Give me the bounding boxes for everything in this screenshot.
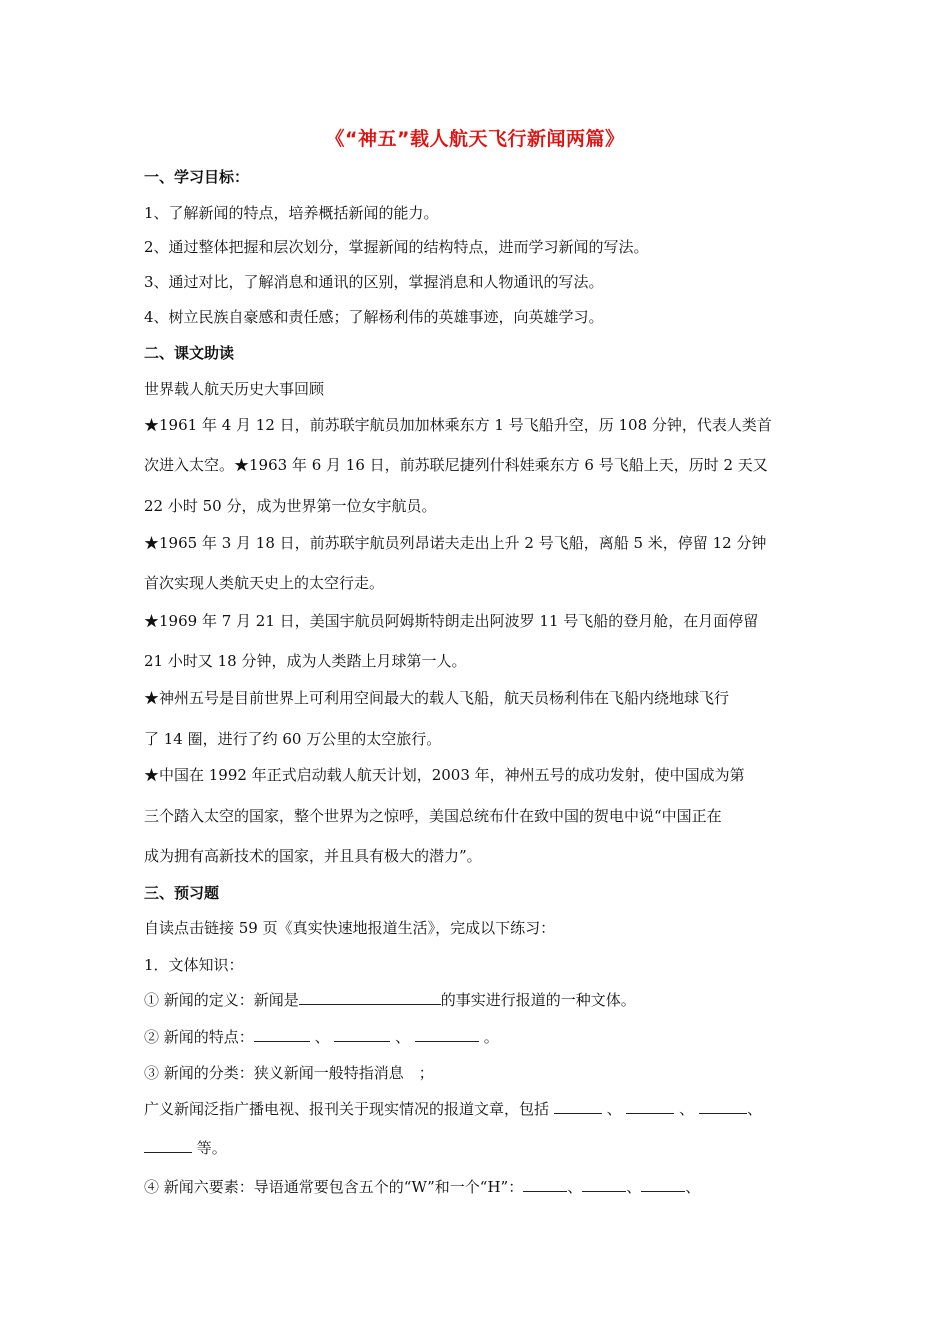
definition-row: [144, 990, 636, 1010]
goal-item: 3、通过对比，了解消息和通讯的区别，掌握消息和人物通讯的写法。: [144, 273, 604, 291]
history-line: 次进入太空。★1963 年 6 月 16 日，前苏联尼捷列什科娃乘东方 6 号飞船上天，历时 2 天又: [144, 456, 768, 474]
broad-news-row: [144, 1099, 762, 1119]
features-label: ② 新闻的特点：: [144, 1028, 254, 1046]
separator: 、: [606, 1100, 622, 1118]
history-line: ★1961 年 4 月 12 日，前苏联宇航员加加林乘东方 1 号飞船升空，历 108 分钟，代表人类首: [144, 416, 772, 434]
section-heading-preview: 三、预习题: [144, 884, 220, 902]
history-line: 了 14 圈，进行了约 60 万公里的太空旅行。: [144, 730, 442, 748]
broad-news-cont-row: [144, 1138, 227, 1158]
separator: 、: [679, 1100, 695, 1118]
definition-tail: 的事实进行报道的一种文体。: [440, 991, 636, 1009]
six-elements-row: [144, 1177, 700, 1197]
history-line: ★1969 年 7 月 21 日，美国宇航员阿姆斯特朗走出阿波罗 11 号飞船的登月舱，在月面停留: [144, 612, 759, 630]
history-line: ★1965 年 3 月 18 日，前苏联宇航员列昂诺夫走出上升 2 号飞船，离船 5 米，停留 12 分钟: [144, 534, 767, 552]
preview-intro: 自读点击链接 59 页《真实快速地报道生活》，完成以下练习：: [144, 919, 556, 937]
reading-subheading: 世界载人航天历史大事回顾: [144, 380, 325, 398]
separator: 、: [626, 1178, 642, 1196]
blank-field[interactable]: [415, 1027, 479, 1042]
history-line: 首次实现人类航天史上的太空行走。: [144, 574, 385, 592]
history-line: 三个踏入太空的国家，整个世界为之惊呼，美国总统布什在致中国的贺电中说“中国正在: [144, 807, 722, 825]
classification-row: ③ 新闻的分类：狭义新闻一般特指消息 ；: [144, 1064, 434, 1082]
separator: 、: [685, 1178, 701, 1196]
section-heading-goals: 一、学习目标：: [144, 168, 250, 186]
history-line: ★中国在 1992 年正式启动载人航天计划，2003 年，神州五号的成功发射，使中国成为第: [144, 766, 745, 784]
etc-label: 等。: [196, 1139, 227, 1157]
blank-field[interactable]: [299, 990, 441, 1005]
goal-item: 1、了解新闻的特点，培养概括新闻的能力。: [144, 204, 439, 222]
separator: 、: [746, 1100, 762, 1118]
question-1: 1．文体知识：: [144, 956, 244, 974]
blank-field[interactable]: [144, 1138, 192, 1153]
goal-item: 4、树立民族自豪感和责任感；了解杨利伟的英雄事迹，向英雄学习。: [144, 308, 604, 326]
document-title: 《“神五”载人航天飞行新闻两篇》: [325, 128, 625, 150]
blank-field[interactable]: [334, 1027, 390, 1042]
history-line: 21 小时又 18 分钟，成为人类踏上月球第一人。: [144, 652, 467, 670]
separator: 、: [314, 1028, 330, 1046]
history-line: 22 小时 50 分，成为世界第一位女宇航员。: [144, 497, 437, 515]
blank-field[interactable]: [582, 1177, 626, 1192]
history-line: 成为拥有高新技术的国家，并且具有极大的潜力”。: [144, 847, 482, 865]
features-row: [144, 1027, 499, 1047]
blank-field[interactable]: [554, 1099, 602, 1114]
blank-field[interactable]: [626, 1099, 674, 1114]
period: 。: [483, 1028, 499, 1046]
goal-item: 2、通过整体把握和层次划分，掌握新闻的结构特点，进而学习新闻的写法。: [144, 238, 649, 256]
blank-field[interactable]: [641, 1177, 685, 1192]
blank-field[interactable]: [254, 1027, 310, 1042]
separator: 、: [395, 1028, 411, 1046]
blank-field[interactable]: [523, 1177, 567, 1192]
history-line: ★神州五号是目前世界上可利用空间最大的载人飞船，航天员杨利伟在飞船内绕地球飞行: [144, 689, 730, 707]
definition-label: ① 新闻的定义：新闻是: [144, 991, 299, 1009]
blank-field[interactable]: [699, 1099, 747, 1114]
separator: 、: [567, 1178, 583, 1196]
broad-news-label: 广义新闻泛指广播电视、报刊关于现实情况的报道文章，包括: [144, 1100, 550, 1118]
section-heading-reading: 二、课文助读: [144, 344, 235, 362]
six-elements-label: ④ 新闻六要素：导语通常要包含五个的“W”和一个“H”：: [144, 1178, 524, 1196]
